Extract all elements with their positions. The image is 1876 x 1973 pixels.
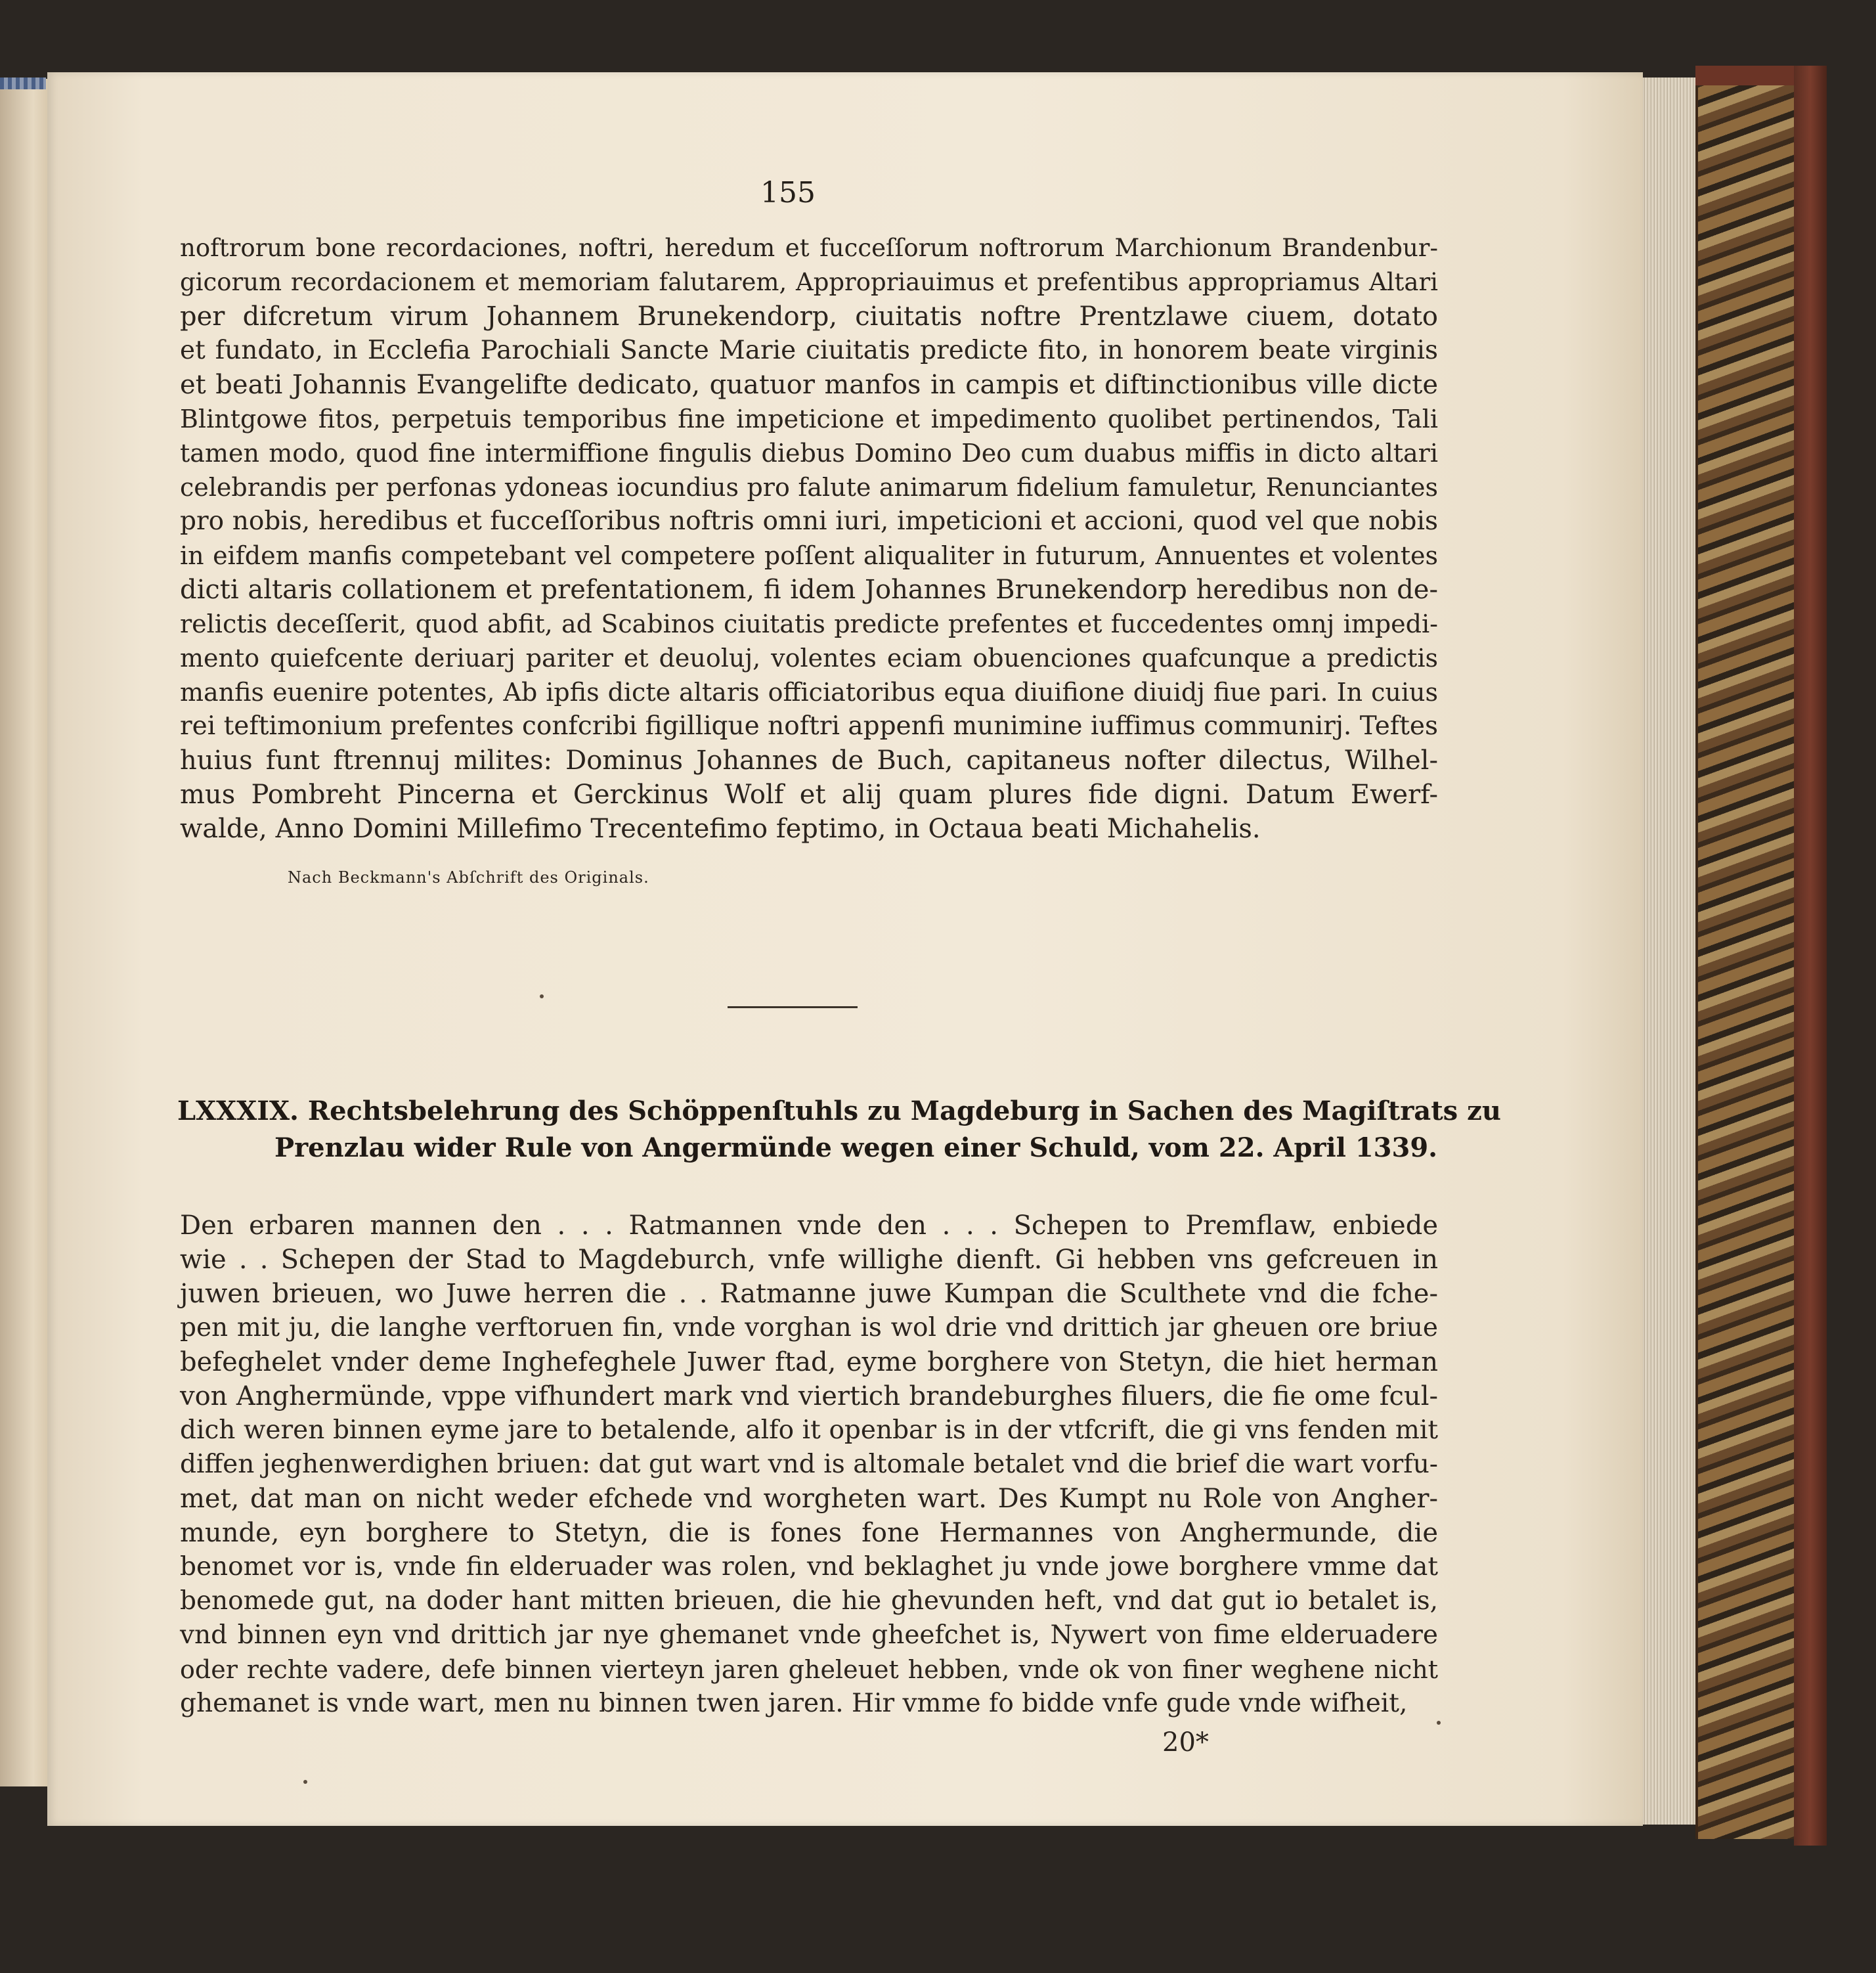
text-line: et beati Johannis Evangelifte dedicato, quatuor manfos in campis et diftinctionibus ville dicte <box>180 370 1438 400</box>
marbled-cover-board <box>1695 72 1797 1839</box>
text-line: mus Pombreht Pincerna et Gerckinus Wolf et alij quam plures fide digni. Datum Ewerf- <box>180 780 1438 810</box>
text-line: vnd binnen eyn vnd drittich jar nye ghemanet vnde gheefchet is, Nywert von fime elderuadere <box>180 1620 1438 1650</box>
text-line: et fundato, in Ecclefia Parochiali Sancte Marie ciuitatis predicte fito, in honorem beate virginis <box>180 336 1438 365</box>
ink-speck <box>540 994 544 998</box>
text-line: gicorum recordacionem et memoriam falutarem, Appropriauimus et prefentibus appropriamus Altari <box>180 268 1438 296</box>
text-line: ghemanet is vnde wart, men nu binnen twen jaren. Hir vmme fo bidde vnfe gude vnde wifheit, <box>180 1689 1408 1718</box>
text-line: juwen brieuen, wo Juwe herren die . . Ratmanne juwe Kumpan die Sculthete vnd die fche- <box>180 1279 1438 1309</box>
document-number: LXXXIX. <box>177 1096 299 1126</box>
text-line: in eifdem manfis competebant vel competere poſſent aliqualiter in futurum, Annuentes et volentes <box>180 541 1438 570</box>
document-heading <box>177 1093 1501 1166</box>
text-line: dicti altaris collationem et prefentationem, fi idem Johannes Brunekendorp heredibus non de- <box>180 575 1438 605</box>
text-line: relictis deceſſerit, quod abfit, ad Scabinos ciuitatis predicte prefentes et fuccedentes omnj impedi- <box>180 610 1438 638</box>
text-line: diffen jeghenwerdighen briuen: dat gut wart vnd is altomale betalet vnd die brief die wart vorfu- <box>180 1450 1438 1479</box>
ink-speck <box>303 1780 307 1784</box>
text-line: Blintgowe fitos, perpetuis temporibus fine impeticione et impedimento quolibet pertinendos, Tali <box>180 405 1438 433</box>
text-line: rei teftimonium prefentes confcribi figillique noftri appenfi munimine iuffimus communirj. Teftes <box>180 711 1438 741</box>
text-line: dich weren binnen eyme jare to betalende, alfo it openbar is in der vtfcrift, die gi vns fenden mit <box>180 1415 1438 1445</box>
signature-mark: 20* <box>1162 1727 1209 1758</box>
ink-speck <box>1437 1721 1441 1725</box>
text-line: munde, eyn borghere to Stetyn, die is fones fone Hermannes von Anghermunde, die <box>180 1518 1438 1548</box>
source-note: Nach Beckmann's Abſchrift des Originals. <box>288 868 649 887</box>
text-line: wie . . Schepen der Stad to Magdeburch, vnfe willighe dienft. Gi hebben vns gefcreuen in <box>180 1245 1438 1275</box>
document-title-line-2: Prenzlau wider Rule von Angermünde wegen einer Schuld, vom 22. April 1339. <box>274 1132 1438 1163</box>
page-number: 155 <box>760 176 816 210</box>
text-line: per difcretum virum Johannem Brunekendorp, ciuitatis noftre Prentzlawe ciuem, dotato <box>180 301 1438 332</box>
text-line: tamen modo, quod fine intermiffione fingulis diebus Domino Deo cum duabus miffis in dicto altari <box>180 439 1438 468</box>
text-line: noftrorum bone recordaciones, noftri, heredum et fucceſſorum noftrorum Marchionum Brandenbur- <box>180 234 1438 262</box>
text-line: pen mit ju, die langhe verftoruen fin, vnde vorghan is wol drie vnd drittich jar gheuen ore briue <box>180 1313 1438 1342</box>
ruling-text <box>180 1208 1438 1721</box>
text-line: walde, Anno Domini Millefimo Trecentefimo feptimo, in Octaua beati Michahelis. <box>180 814 1261 844</box>
text-line: oder rechte vadere, defe binnen vierteyn jaren gheleuet hebben, vnde ok von finer weghene nicht <box>180 1655 1438 1684</box>
left-page-bookmark-edge <box>0 78 46 89</box>
text-line: celebrandis per perfonas ydoneas iocundius pro falute animarum fidelium famuletur, Renunciantes <box>180 473 1438 502</box>
text-line: von Anghermünde, vppe vifhundert mark vnd viertich brandeburghes filuers, die fie ome fcul- <box>180 1381 1438 1411</box>
text-line: mento quiefcente deriuarj pariter et deuoluj, volentes eciam obuenciones quafcunque a predictis <box>180 644 1438 673</box>
cover-spine-leather <box>1794 66 1827 1846</box>
document-title-line-1: Rechtsbelehrung des Schöppenſtuhls zu Magdeburg in Sachen des Magiſtrats zu <box>307 1096 1501 1126</box>
text-line: befeghelet vnder deme Inghefeghele Juwer ftad, eyme borghere von Stetyn, die hiet herman <box>180 1347 1438 1377</box>
text-line: pro nobis, heredibus et fucceſſoribus noftris omni iuri, impeticioni et accioni, quod vel que nobis <box>180 506 1438 536</box>
page-edges <box>1643 78 1695 1825</box>
left-facing-page <box>0 79 49 1786</box>
charter-text <box>180 231 1438 846</box>
text-line: Den erbaren mannen den . . . Ratmannen vnde den . . . Schepen to Premflaw, enbiede <box>180 1210 1438 1241</box>
section-divider-rule <box>728 1006 858 1008</box>
heading-line-1 <box>177 1093 1501 1130</box>
text-line: manfis euenire potentes, Ab ipfis dicte altaris officiatoribus equa diuifione diuidj fiue pari. In cuius <box>180 678 1438 707</box>
text-line: benomet vor is, vnde fin elderuader was rolen, vnd beklaghet ju vnde jowe borghere vmme dat <box>180 1552 1438 1582</box>
text-line: benomede gut, na doder hant mitten brieuen, die hie ghevunden heft, vnd dat gut io betalet is, <box>180 1586 1438 1616</box>
text-line: huius funt ftrennuj milites: Dominus Johannes de Buch, capitaneus nofter dilectus, Wilhel- <box>180 745 1438 776</box>
text-line: met, dat man on nicht weder efchede vnd worgheten wart. Des Kumpt nu Role von Angher- <box>180 1484 1438 1514</box>
